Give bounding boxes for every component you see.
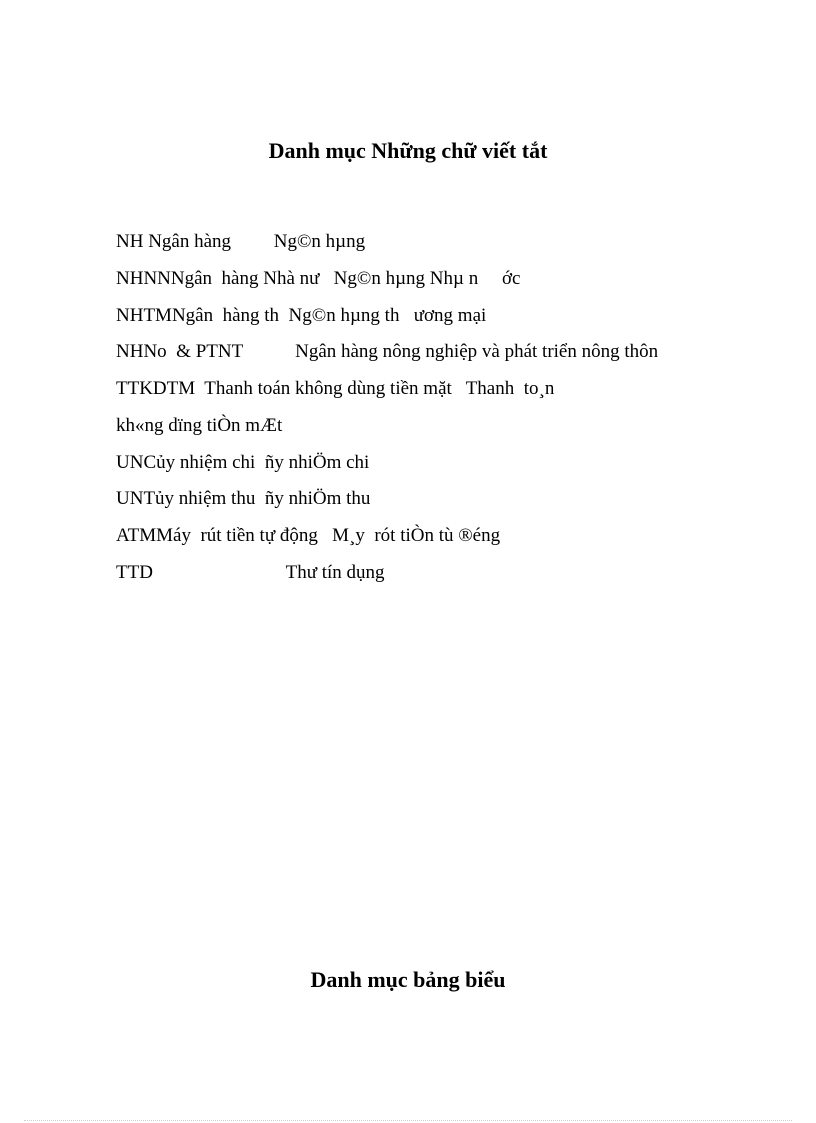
abbreviation-line-ttkdtm-continued: kh«ng dïng tiÒn mÆt: [116, 415, 283, 436]
abbreviation-line-unt: UNTủy nhiệm thu ñy nhiÖm thu: [116, 488, 371, 509]
abbreviation-line-nhnn: NHNNNgân hàng Nhà nư Ng©n hµng Nhµ n ớc: [116, 268, 521, 289]
abbreviation-line-ttd: TTD Thư tín dụng: [116, 562, 385, 583]
abbreviation-line-atm: ATMMáy rút tiền tự động M¸y rót tiÒn tù ®éng: [116, 525, 501, 546]
page-bottom-divider: [24, 1120, 792, 1121]
abbreviation-line-nhtm: NHTMNgân hàng th Ng©n hµng th ương mại: [116, 305, 487, 326]
abbreviation-line-nhno-ptnt: NHNo & PTNT Ngân hàng nông nghiệp và phát triển nông thôn: [116, 341, 659, 362]
abbreviations-heading: Danh mục Những chữ viết tắt: [268, 138, 548, 163]
abbreviation-line-nh: NH Ngân hàng Ng©n hµng: [116, 231, 366, 252]
tables-heading: Danh mục bảng biểu: [310, 967, 506, 992]
abbreviation-line-ttkdtm: TTKDTM Thanh toán không dùng tiền mặt Thanh to¸n: [116, 378, 555, 399]
abbreviation-line-unc: UNCủy nhiệm chi ñy nhiÖm chi: [116, 452, 370, 473]
